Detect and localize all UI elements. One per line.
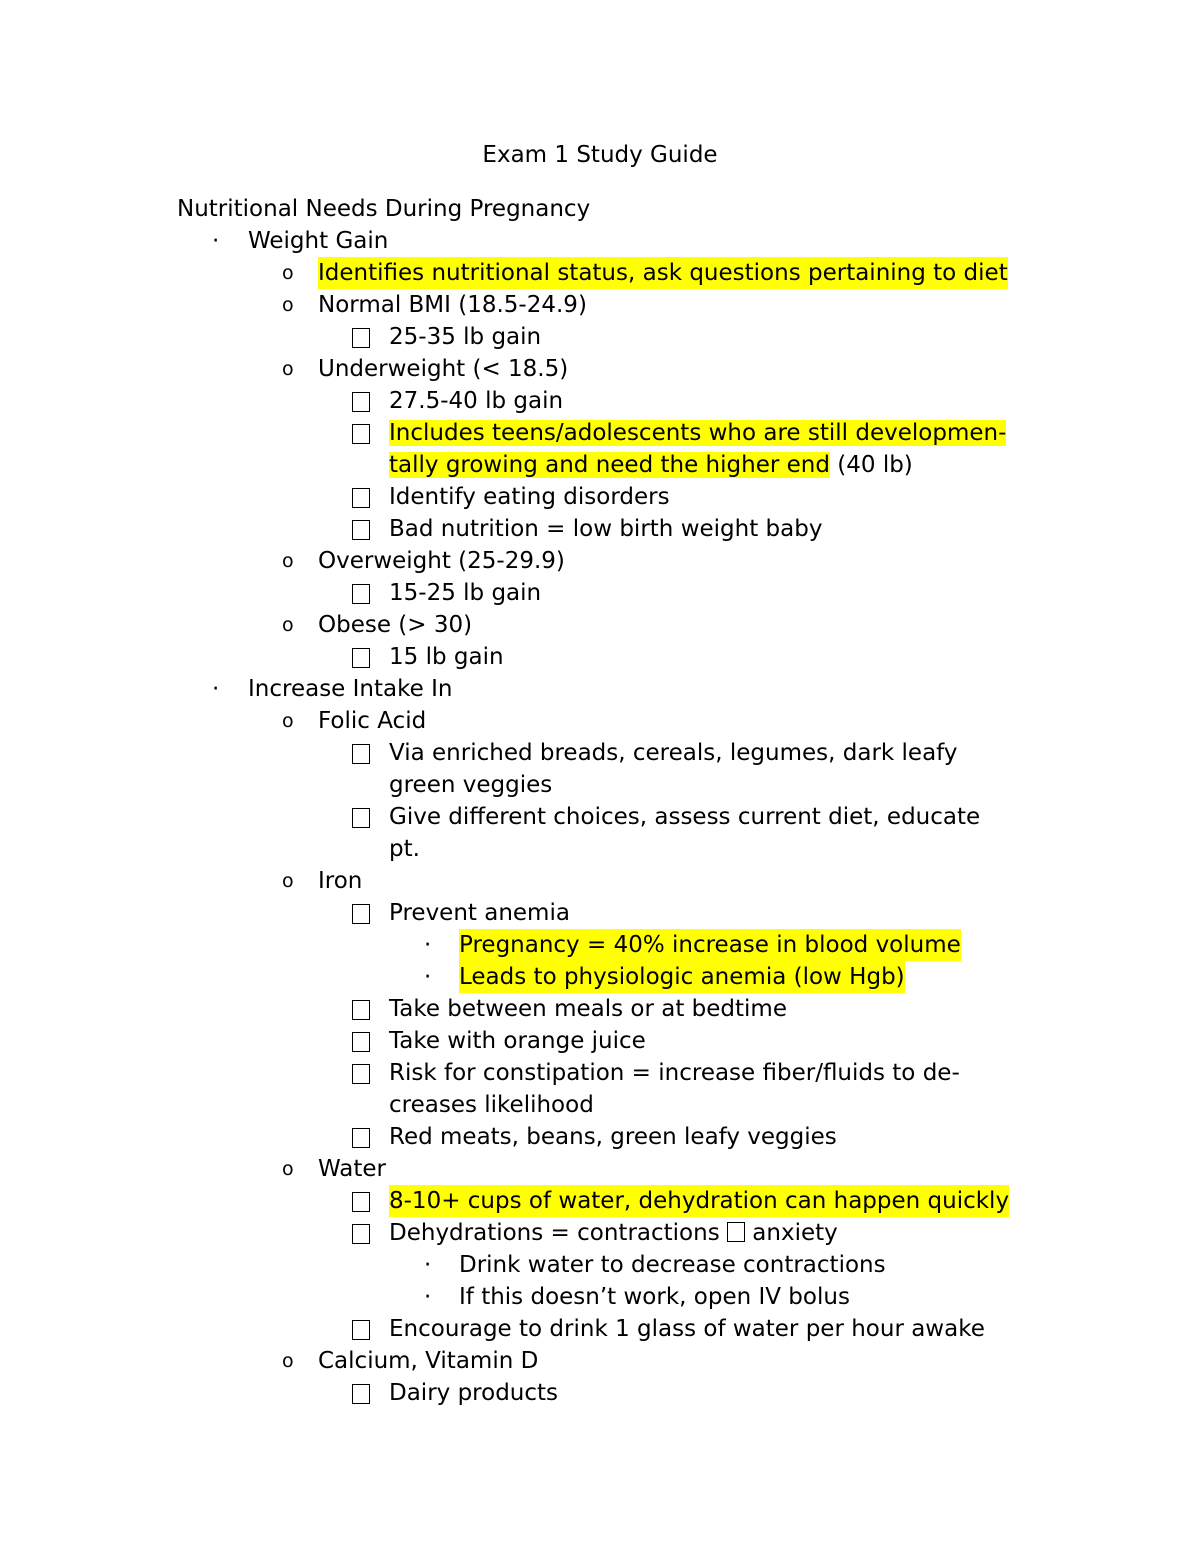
bullet-box-icon: [352, 1128, 370, 1148]
list-item-text: Underweight (< 18.5): [318, 356, 569, 382]
bullet-circle-icon: o: [282, 550, 294, 572]
list-item: [0, 1217, 1200, 1249]
bullet-box-icon: [352, 328, 370, 348]
list-item: [0, 961, 1200, 993]
list-item-text: 15-25 lb gain: [389, 580, 542, 606]
list-item-text: Take with orange juice: [389, 1028, 646, 1054]
list-item: [0, 1281, 1200, 1313]
list-item: [0, 929, 1200, 961]
bullet-box-icon: [352, 904, 370, 924]
bullet-circle-icon: o: [282, 710, 294, 732]
bullet-box-icon: [352, 520, 370, 540]
list-item: [0, 1377, 1200, 1409]
list-item-text: Weight Gain: [248, 228, 389, 254]
list-item: [0, 705, 1200, 737]
list-item: [0, 225, 1200, 257]
bullet-box-icon: [352, 1000, 370, 1020]
bullet-dot-icon: ·: [424, 932, 432, 958]
list-item-text-line: creases likelihood: [389, 1092, 594, 1118]
bullet-dot-icon: ·: [212, 676, 220, 702]
bullet-circle-icon: o: [282, 614, 294, 636]
list-item-text: Dairy products: [389, 1380, 559, 1406]
list-item: [0, 1057, 1200, 1121]
list-item-text: Drink water to decrease contractions: [459, 1252, 886, 1278]
bullet-dot-icon: ·: [424, 1252, 432, 1278]
list-item-text: 15 lb gain: [389, 644, 504, 670]
list-item: [0, 641, 1200, 673]
list-item: [0, 1313, 1200, 1345]
bullet-box-icon: [352, 584, 370, 604]
bullet-circle-icon: o: [282, 1350, 294, 1372]
list-item-text: Bad nutrition = low birth weight baby: [389, 516, 823, 542]
list-item-text: Iron: [318, 868, 363, 894]
bullet-box-icon: [352, 648, 370, 668]
list-item: [0, 481, 1200, 513]
list-item-text: [389, 737, 957, 801]
list-item: [0, 577, 1200, 609]
list-item-text: Folic Acid: [318, 708, 427, 734]
list-item-text: [389, 1217, 838, 1249]
list-item-text: Obese (> 30): [318, 612, 473, 638]
list-item-text-line: Risk for constipation = increase fiber/fluids to de-: [389, 1060, 960, 1086]
list-item: [0, 673, 1200, 705]
bullet-box-icon: [352, 744, 370, 764]
bullet-box-icon: [352, 1224, 370, 1244]
list-item: [0, 385, 1200, 417]
list-item: [0, 1185, 1200, 1217]
list-item-text-line: Via enriched breads, cereals, legumes, dark leafy: [389, 740, 958, 766]
list-item-text: Increase Intake In: [248, 676, 453, 702]
list-item: [0, 1345, 1200, 1377]
list-item-text-line: pt.: [389, 836, 420, 862]
bullet-circle-icon: o: [282, 358, 294, 380]
bullet-circle-icon: o: [282, 1158, 294, 1180]
bullet-box-icon: [352, 488, 370, 508]
highlighted-text: Includes teens/adolescents who are still developmen-: [389, 420, 1007, 446]
bullet-dot-icon: ·: [212, 228, 220, 254]
list-item: [0, 737, 1200, 801]
bullet-box-icon: [352, 1032, 370, 1052]
section-heading: Nutritional Needs During Pregnancy: [177, 196, 591, 222]
list-item: [0, 993, 1200, 1025]
list-item: [0, 801, 1200, 865]
list-item: [0, 865, 1200, 897]
list-item: [0, 1025, 1200, 1057]
list-item-text-part: anxiety: [745, 1220, 838, 1246]
bullet-box-icon: [352, 392, 370, 412]
bullet-box-icon: [352, 1064, 370, 1084]
list-item: [0, 289, 1200, 321]
list-item-text: Normal BMI (18.5-24.9): [318, 292, 587, 318]
bullet-dot-icon: ·: [424, 1284, 432, 1310]
bullet-box-icon: [352, 808, 370, 828]
list-item-text-highlighted: Pregnancy = 40% increase in blood volume: [459, 929, 961, 961]
list-item: [0, 1249, 1200, 1281]
bullet-circle-icon: o: [282, 294, 294, 316]
bullet-box-icon: [352, 1384, 370, 1404]
list-item-text: Calcium, Vitamin D: [318, 1348, 539, 1374]
bullet-circle-icon: o: [282, 870, 294, 892]
list-item-text-tail: (40 lb): [829, 452, 913, 478]
list-item: [0, 1153, 1200, 1185]
list-item: [0, 545, 1200, 577]
list-item-text: Take between meals or at bedtime: [389, 996, 787, 1022]
list-item: [0, 897, 1200, 929]
list-item-text: Red meats, beans, green leafy veggies: [389, 1124, 837, 1150]
list-item: [0, 513, 1200, 545]
list-item-text-highlighted: Leads to physiologic anemia (low Hgb): [459, 961, 905, 993]
list-item-text: 27.5-40 lb gain: [389, 388, 564, 414]
bullet-box-icon: [352, 1192, 370, 1212]
list-item: [0, 321, 1200, 353]
list-item-text: If this doesn’t work, open IV bolus: [459, 1284, 850, 1310]
list-item: [0, 1121, 1200, 1153]
list-item-text: 25-35 lb gain: [389, 324, 542, 350]
list-item-text: Prevent anemia: [389, 900, 570, 926]
list-item-text: Overweight (25-29.9): [318, 548, 565, 574]
list-item: [0, 257, 1200, 289]
list-item-text: Identify eating disorders: [389, 484, 670, 510]
list-item-text: [389, 801, 980, 865]
list-item-text-part: Dehydrations = contractions: [389, 1220, 727, 1246]
list-item-text-highlighted: Identifies nutritional status, ask questions pertaining to diet: [318, 257, 1008, 289]
arrow-box-icon: [727, 1222, 745, 1242]
bullet-dot-icon: ·: [424, 964, 432, 990]
highlighted-text: tally growing and need the higher end: [389, 452, 830, 478]
document-title: Exam 1 Study Guide: [482, 142, 718, 168]
list-item-text: [389, 1057, 960, 1121]
outline-list: [0, 225, 1200, 1409]
list-item-text: [389, 417, 1006, 481]
bullet-circle-icon: o: [282, 262, 294, 284]
list-item-text: Encourage to drink 1 glass of water per hour awake: [389, 1316, 985, 1342]
list-item-text-highlighted: 8-10+ cups of water, dehydration can happen quickly: [389, 1185, 1009, 1217]
list-item-text-line: green veggies: [389, 772, 553, 798]
list-item: [0, 417, 1200, 481]
list-item: [0, 609, 1200, 641]
bullet-box-icon: [352, 1320, 370, 1340]
bullet-box-icon: [352, 424, 370, 444]
list-item: [0, 353, 1200, 385]
list-item-text: Water: [318, 1156, 386, 1182]
list-item-text-line: Give different choices, assess current diet, educate: [389, 804, 981, 830]
